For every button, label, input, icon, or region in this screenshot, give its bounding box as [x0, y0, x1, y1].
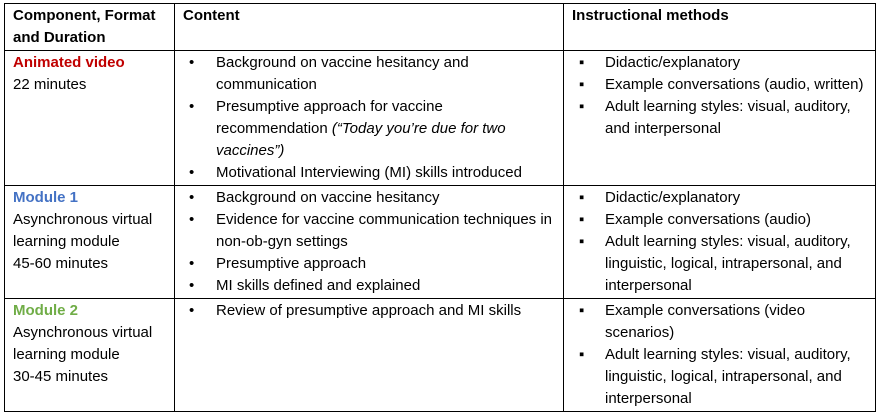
content-item: • Motivational Interviewing (MI) skills introduced — [183, 162, 557, 184]
method-item: ▪ Example conversations (video scenarios) — [572, 300, 869, 344]
methods-cell — [564, 299, 876, 412]
header-row — [5, 4, 876, 51]
content-item: • Background on vaccine hesitancy — [183, 187, 557, 209]
content-item: • Review of presumptive approach and MI skills — [183, 300, 557, 322]
content-item: • Background on vaccine hesitancy and communication — [183, 52, 557, 96]
header-component: Component, Format and Duration — [5, 4, 175, 51]
methods-cell — [564, 51, 876, 186]
methods-list — [572, 300, 869, 410]
component-title: Module 1 — [13, 189, 79, 206]
methods-cell — [564, 186, 876, 299]
methods-list — [572, 187, 869, 297]
component-cell — [5, 51, 175, 186]
component-format: Asynchronous virtual learning module — [13, 211, 153, 250]
header-content: Content — [175, 4, 564, 51]
component-duration: 22 minutes — [13, 76, 87, 93]
component-duration: 30-45 minutes — [13, 368, 109, 385]
method-item: ▪ Adult learning styles: visual, auditory, and interpersonal — [572, 96, 869, 140]
content-item: • Evidence for vaccine communication techniques in non-ob-gyn settings — [183, 209, 557, 253]
table-row-module-1 — [5, 186, 876, 299]
header-methods: Instructional methods — [564, 4, 876, 51]
table-row-module-2 — [5, 299, 876, 412]
component-title: Animated video — [13, 54, 125, 71]
method-item: ▪ Example conversations (audio) — [572, 209, 869, 231]
method-item: ▪ Didactic/explanatory — [572, 52, 869, 74]
table-row-animated-video — [5, 51, 876, 186]
method-item: ▪ Adult learning styles: visual, auditory, linguistic, logical, intrapersonal, and interpersonal — [572, 231, 869, 297]
methods-list — [572, 52, 869, 140]
curriculum-table — [4, 3, 876, 412]
content-cell — [175, 299, 564, 412]
content-quote: (“Today you’re due for two vaccines”) — [216, 120, 506, 159]
content-item-text: Presumptive approach for vaccine recommendation — [216, 98, 443, 137]
component-duration: 45-60 minutes — [13, 255, 109, 272]
content-list — [183, 300, 557, 322]
component-title: Module 2 — [13, 302, 79, 319]
method-item: ▪ Didactic/explanatory — [572, 187, 869, 209]
content-item — [183, 96, 557, 162]
content-item: • MI skills defined and explained — [183, 275, 557, 297]
content-cell — [175, 51, 564, 186]
content-item: • Presumptive approach — [183, 253, 557, 275]
component-cell — [5, 299, 175, 412]
method-item: ▪ Example conversations (audio, written) — [572, 74, 869, 96]
component-cell — [5, 186, 175, 299]
content-cell — [175, 186, 564, 299]
content-list — [183, 187, 557, 297]
method-item: ▪ Adult learning styles: visual, auditory, linguistic, logical, intrapersonal, and interpersonal — [572, 344, 869, 410]
component-format: Asynchronous virtual learning module — [13, 324, 153, 363]
content-list — [183, 52, 557, 184]
